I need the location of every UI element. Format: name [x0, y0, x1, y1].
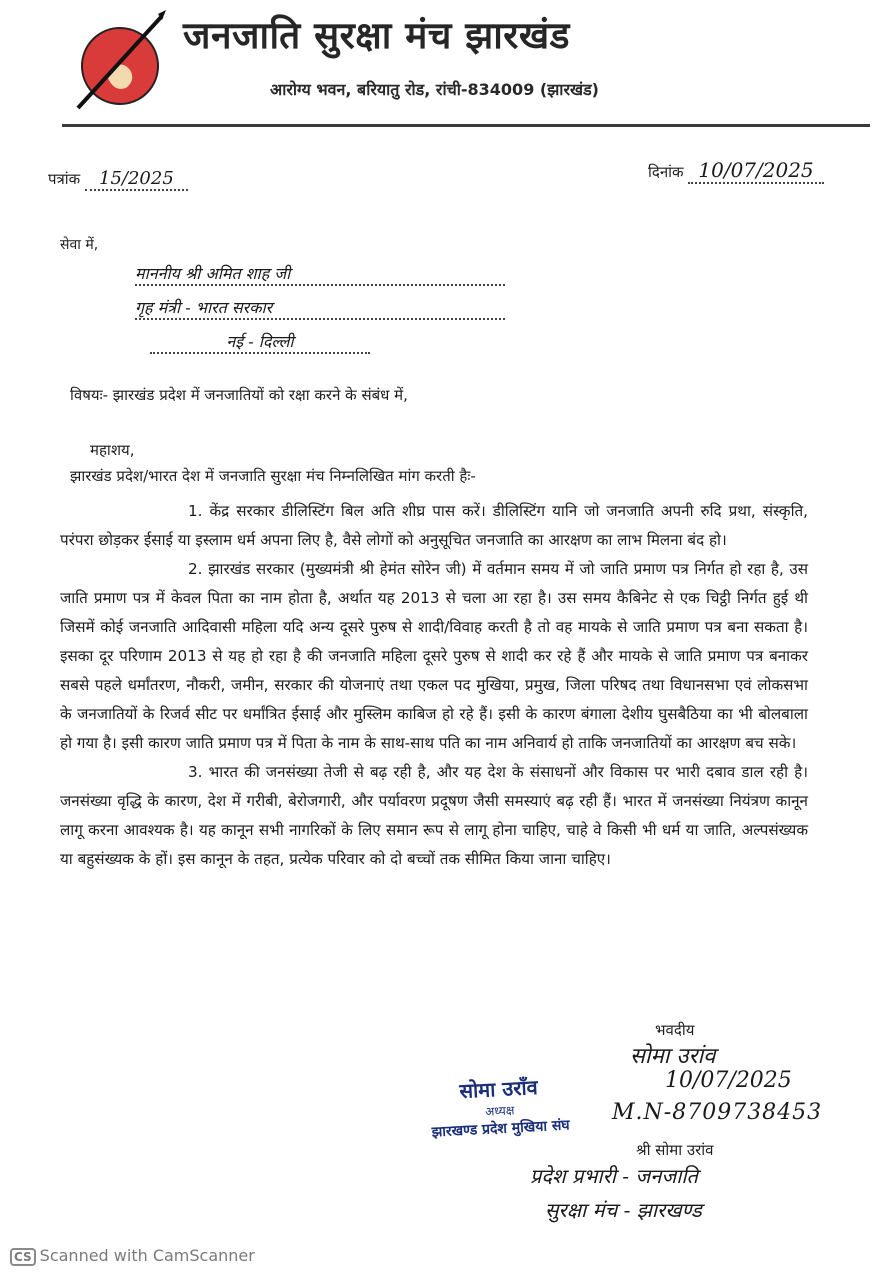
org-address: आरोग्य भवन, बरियातु रोड, रांची-834009 (झारखंड)	[270, 80, 599, 99]
ref-label: पत्रांक	[48, 170, 81, 188]
reference-number	[48, 168, 188, 191]
scanner-watermark	[10, 1246, 255, 1266]
stamp-role: अध्यक्ष	[484, 1103, 515, 1119]
signer-name: श्री सोमा उरांव	[636, 1141, 714, 1159]
scanner-text: Scanned with CamScanner	[39, 1246, 255, 1265]
signature-date: 10/07/2025	[665, 1068, 792, 1093]
addressee-line-2: गृह मंत्री - भारत सरकार	[135, 296, 505, 320]
stamp-name: सोमा उराँव	[458, 1074, 539, 1104]
sign-off: भवदीय	[655, 1021, 695, 1039]
stamp-org: झारखण्ड प्रदेश मुखिया संघ	[431, 1117, 571, 1141]
org-logo	[70, 8, 180, 113]
ref-value: 15/2025	[85, 168, 188, 191]
org-name: जनजाति सुरक्षा मंच झारखंड	[183, 14, 570, 57]
addressee-label: सेवा में,	[60, 237, 99, 253]
letter-date	[648, 158, 824, 184]
date-label: दिनांक	[648, 163, 684, 181]
intro-line: झारखंड प्रदेश/भारत देश में जनजाति सुरक्षा मंच निम्नलिखित मांग करती हैः-	[70, 467, 476, 485]
point-2: 2. झारखंड सरकार (मुख्यमंत्री श्री हेमंत सोरेन जी) में वर्तमान समय में जो जाति प्रमाण पत्र निर्गत हो रहा है, उस जाति प्रमाण पत्र में केवल पिता का नाम होता है, अर्थात यह 2013 से चला आ रहा है। उस समय कैबिनेट से एक चिट्ठी निर्गत हुई थी जिसमें कोई जनजाति आदिवासी महिला यदि अन्य दूसरे पुरुष से शादी/विवाह करती है तो वह मायके से जाति प्रमाण पत्र बना सकता है। इसका दूर परिणाम 2013 से यह हो रहा है की जनजाति महिला दूसरे पुरुष से शादी कर रहे हैं और मायके से जाति प्रमाण पत्र बनाकर सबसे पहले धर्मांतरण, नौकरी, जमीन, सरकार की योजनाएं तथा एकल पद मुखिया, प्रमुख, जिला परिषद तथा विधानसभा एवं लोकसभा के जनजातियों के रिजर्व सीट पर धर्मांत्रित ईसाई और मुस्लिम काबिज हो रहे हैं। इसी के कारण बंगाला देशीय घुसबैठिया का भी बोलबाला हो गया है। इसी कारण जाति प्रमाण पत्र में पिता के नाम के साथ-साथ पति का नाम अनिवार्य हो ताकि जनजातियों का आरक्षण बच सके।	[60, 560, 808, 752]
subject-line: विषयः- झारखंड प्रदेश में जनजातियों को रक्षा करने के संबंध में,	[70, 386, 408, 404]
date-value: 10/07/2025	[688, 158, 823, 184]
header-divider	[62, 124, 870, 127]
point-3: 3. भारत की जनसंख्या तेजी से बढ़ रही है, और यह देश के संसाधनों और विकास पर भारी दबाव डाल रही है। जनसंख्या वृद्धि के कारण, देश में गरीबी, बेरोजगारी, और पर्यावरण प्रदूषण जैसी समस्याएं बढ़ रही हैं। भारत में जनसंख्या नियंत्रण कानून लागू करना आवश्यक है। यह कानून सभी नागरिकों के लिए समान रूप से लागू होना चाहिए, चाहे वे किसी भी धर्म या जाति, अल्पसंख्यक या बहुसंख्यक के हों। इस कानून के तहत, प्रत्येक परिवार को दो बच्चों तक सीमित किया जाना चाहिए।	[60, 763, 808, 868]
designation-line-1: प्रदेश प्रभारी - जनजाति	[530, 1164, 698, 1188]
mobile-number: M.N-8709738453	[612, 1100, 823, 1125]
addressee-line-1: माननीय श्री अमित शाह जी	[135, 262, 505, 286]
salutation: महाशय,	[90, 441, 135, 459]
addressee-line-3: नई - दिल्ली	[150, 330, 370, 354]
camscanner-icon: CS	[10, 1248, 36, 1266]
official-stamp	[390, 1069, 608, 1143]
designation-line-2: सुरक्षा मंच - झारखण्ड	[545, 1198, 702, 1222]
point-1: 1. केंद्र सरकार डीलिस्टिंग बिल अति शीघ्र पास करें। डीलिस्टिंग यानि जो जनजाति अपनी रुदि प्रथा, संस्कृति, परंपरा छोड़कर ईसाई या इस्लाम धर्म अपना लिए है, वैसे लोगों को अनुसूचित जनजाति का आरक्षण का लाभ मिलना बंद हो।	[60, 502, 808, 549]
letter-body	[60, 497, 808, 874]
signature: सोमा उरांव	[630, 1044, 716, 1069]
